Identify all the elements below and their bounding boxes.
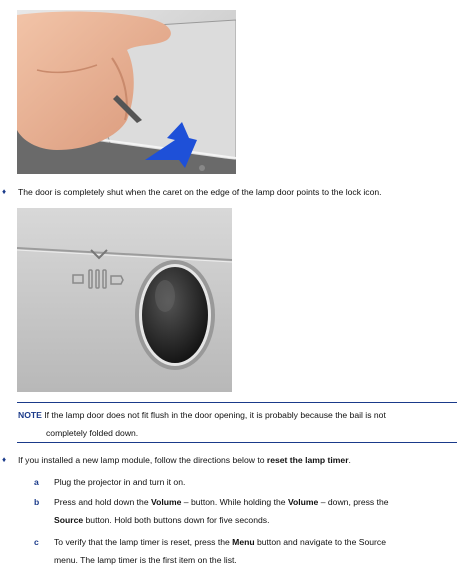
step-text: – button. While holding the: [181, 497, 288, 507]
lamp-door-lock-illustration: [17, 208, 232, 392]
note-label: NOTE: [18, 410, 42, 420]
step-bold-text: Volume: [150, 497, 182, 507]
note-top-rule: [17, 402, 457, 403]
note-bottom-rule: [17, 442, 457, 443]
lamp-door-illustration: [17, 10, 236, 174]
step-letter: c: [34, 537, 39, 547]
step-bold-text: Volume: [287, 497, 319, 507]
step-text: Press and hold down the: [54, 497, 151, 507]
paragraph-door-shut: The door is completely shut when the caret on the edge of the lamp door points to the lock icon.: [18, 187, 382, 197]
step-bold-text: Source: [54, 515, 84, 525]
lamp-door-photo: [17, 10, 236, 174]
step-text: – down, press the: [318, 497, 389, 507]
step-line: [54, 537, 386, 547]
step-text: To verify that the lamp timer is reset, press the: [54, 537, 233, 547]
step-text: button. Hold both buttons down for five seconds.: [83, 515, 270, 525]
step-text: button and navigate to the Source: [254, 537, 386, 547]
note-line-2: completely folded down.: [46, 428, 139, 438]
step-line: [54, 497, 389, 507]
step-bold-text: Menu: [232, 537, 255, 547]
bullet-icon: ♦: [2, 455, 7, 464]
note-text-1: If the lamp door does not fit flush in the door opening, it is probably because the bail is not: [44, 410, 386, 420]
lock-icon-photo: [17, 208, 232, 392]
step-text: menu. The lamp timer is the first item on the list.: [54, 555, 237, 565]
reset-timer-bold: reset the lamp timer: [266, 455, 349, 465]
note-line-1: [18, 410, 386, 420]
step-line: [54, 515, 269, 525]
step-letter: b: [34, 497, 40, 507]
step-line: [54, 477, 185, 487]
reset-intro-text: If you installed a new lamp module, follow the directions below to: [18, 455, 267, 465]
bullet-icon: ♦: [2, 187, 7, 196]
step-line: [54, 555, 237, 565]
paragraph-reset-timer: [18, 455, 351, 465]
step-text: Plug the projector in and turn it on.: [54, 477, 186, 487]
reset-period: .: [348, 455, 351, 465]
step-letter: a: [34, 477, 39, 487]
